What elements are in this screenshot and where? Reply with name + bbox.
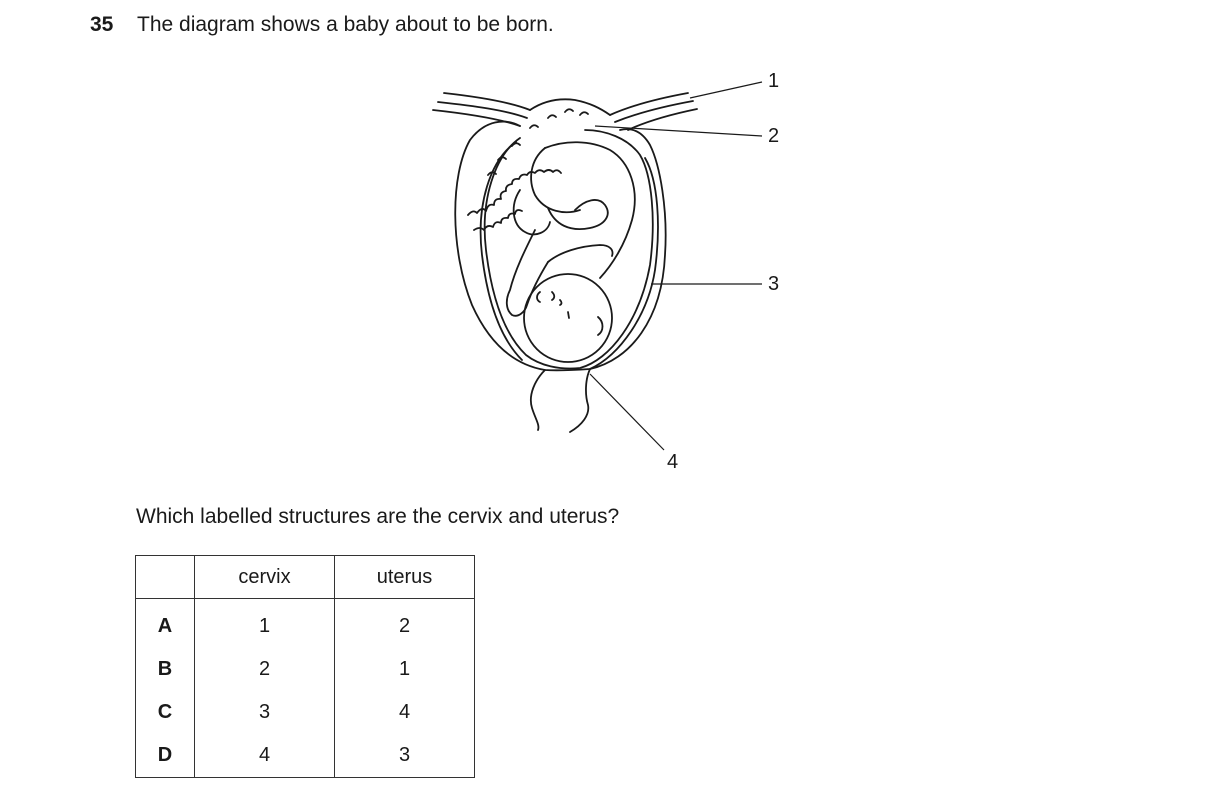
- cervix-cell: 2: [195, 648, 335, 691]
- uterus-cell: 2: [335, 599, 475, 649]
- table-row[interactable]: [136, 599, 475, 649]
- baby-buttocks: [531, 148, 580, 212]
- cervix-cell: 1: [195, 599, 335, 649]
- label-3: 3: [768, 273, 780, 295]
- cervix-cell: 4: [195, 734, 335, 778]
- label-4: 4: [667, 451, 679, 473]
- question-intro: The diagram shows a baby about to be born.: [137, 13, 554, 36]
- cervix-cell: 3: [195, 691, 335, 734]
- option-letter: D: [136, 734, 195, 778]
- table-header-row: [136, 556, 475, 599]
- baby-back: [545, 142, 635, 278]
- uterus-cell: 1: [335, 648, 475, 691]
- amniotic-sac: [485, 130, 653, 368]
- uterus-cell: 3: [335, 734, 475, 778]
- label-1: 1: [768, 70, 780, 92]
- option-letter: A: [136, 599, 195, 649]
- question-number: 35: [90, 13, 114, 36]
- header-cervix: cervix: [195, 556, 335, 599]
- table-row[interactable]: [136, 648, 475, 691]
- baby-leg: [548, 200, 608, 229]
- table-row[interactable]: [136, 691, 475, 734]
- label-2: 2: [768, 125, 780, 147]
- header-uterus: uterus: [335, 556, 475, 599]
- option-letter: C: [136, 691, 195, 734]
- question-prompt: Which labelled structures are the cervix and uterus?: [136, 505, 620, 528]
- answer-table: [135, 555, 475, 778]
- header-blank: [136, 556, 195, 599]
- option-letter: B: [136, 648, 195, 691]
- uterus-cell: 4: [335, 691, 475, 734]
- table-row[interactable]: [136, 734, 475, 778]
- cervix: [531, 370, 545, 430]
- uterus-outer-wall: [455, 122, 665, 371]
